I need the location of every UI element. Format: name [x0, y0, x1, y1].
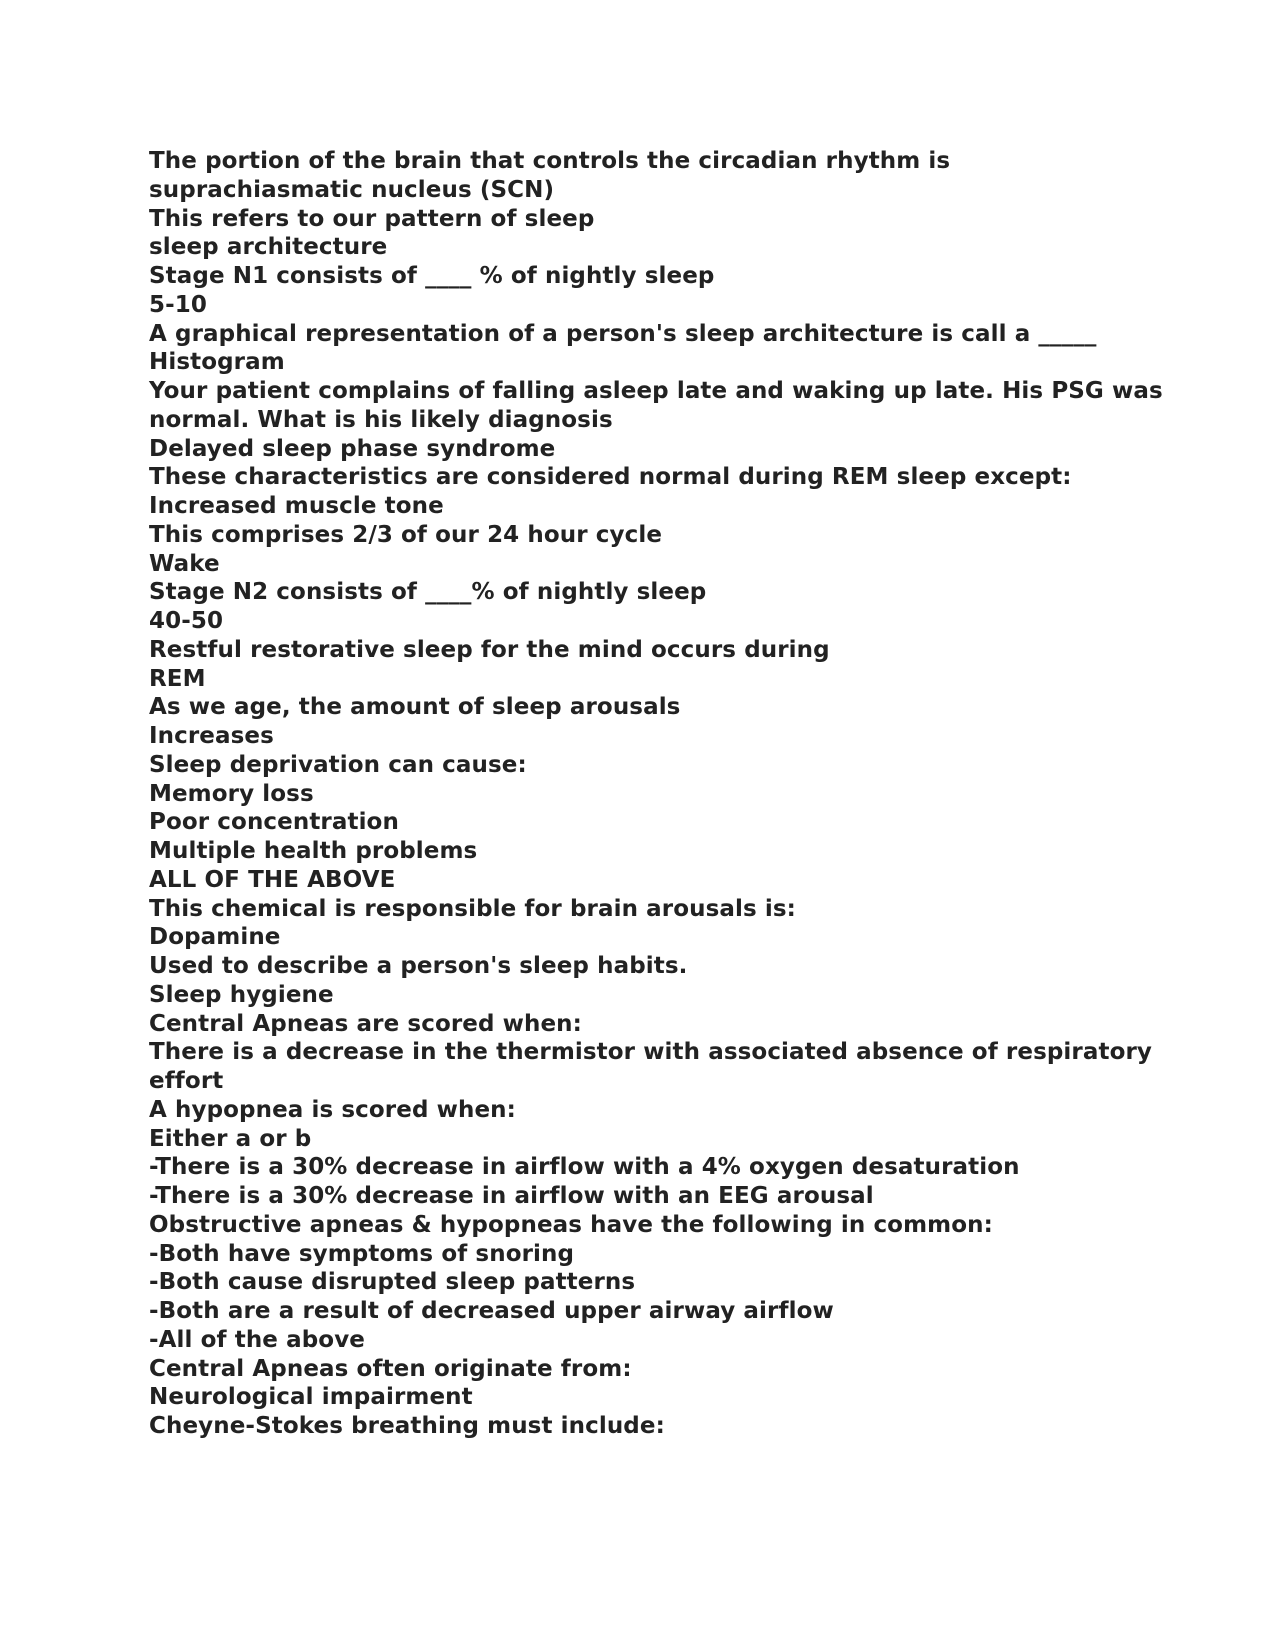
text-line: A hypopnea is scored when:: [149, 1096, 516, 1123]
text-line: Stage N1 consists of ____ % of nightly sleep: [149, 263, 715, 289]
text-line: 5-10: [149, 291, 207, 318]
text-line: ALL OF THE ABOVE: [149, 866, 396, 893]
text-line: Either a or b: [149, 1125, 312, 1152]
text-line: These characteristics are considered normal during REM sleep except:: [149, 464, 1072, 491]
text-line: Obstructive apneas & hypopneas have the following in common:: [149, 1211, 993, 1238]
text-line: Used to describe a person's sleep habits.: [149, 953, 688, 979]
text-line: There is a decrease in the thermistor with associated absence of respiratory: [149, 1039, 1153, 1066]
text-line: -All of the above: [149, 1326, 365, 1353]
text-line: Poor concentration: [149, 809, 399, 836]
text-line: Histogram: [149, 349, 285, 376]
text-line: Your patient complains of falling asleep late and waking up late. His PSG was: [149, 378, 1163, 404]
text-line: Central Apneas often originate from:: [149, 1355, 632, 1382]
text-line: This comprises 2/3 of our 24 hour cycle: [149, 521, 663, 548]
document-body: [149, 147, 1163, 1441]
text-line: REM: [149, 665, 206, 692]
text-line: normal. What is his likely diagnosis: [149, 406, 613, 433]
text-line: -Both cause disrupted sleep patterns: [149, 1269, 636, 1296]
text-line: Neurological impairment: [149, 1384, 473, 1411]
text-line: This refers to our pattern of sleep: [149, 205, 595, 232]
text-line: -There is a 30% decrease in airflow with an EEG arousal: [149, 1183, 874, 1209]
text-line: -Both have symptoms of snoring: [149, 1240, 575, 1267]
text-line: Wake: [149, 550, 220, 577]
text-line: Stage N2 consists of ____% of nightly sleep: [149, 579, 707, 606]
text-line: 40-50: [149, 608, 224, 634]
text-line: Dopamine: [149, 924, 281, 951]
text-line: Sleep deprivation can cause:: [149, 751, 527, 778]
text-line: Cheyne-Stokes breathing must include:: [149, 1413, 665, 1439]
text-line: suprachiasmatic nucleus (SCN): [149, 176, 555, 203]
text-line: sleep architecture: [149, 234, 388, 261]
text-line: Restful restorative sleep for the mind occurs during: [149, 636, 830, 663]
text-line: Increases: [149, 723, 274, 749]
text-line: Sleep hygiene: [149, 981, 334, 1008]
text-line: Increased muscle tone: [149, 493, 444, 519]
text-line: effort: [149, 1068, 224, 1094]
text-line: The portion of the brain that controls the circadian rhythm is: [149, 148, 951, 174]
text-line: Central Apneas are scored when:: [149, 1010, 582, 1037]
text-line: -Both are a result of decreased upper airway airflow: [149, 1298, 834, 1324]
text-line: Multiple health problems: [149, 838, 478, 864]
text-line: Delayed sleep phase syndrome: [149, 435, 556, 462]
text-line: A graphical representation of a person's sleep architecture is call a _____: [149, 320, 1097, 347]
text-line: -There is a 30% decrease in airflow with a 4% oxygen desaturation: [149, 1154, 1020, 1181]
text-line: This chemical is responsible for brain arousals is:: [149, 895, 796, 922]
text-line: Memory loss: [149, 780, 314, 807]
text-line: As we age, the amount of sleep arousals: [149, 694, 681, 721]
